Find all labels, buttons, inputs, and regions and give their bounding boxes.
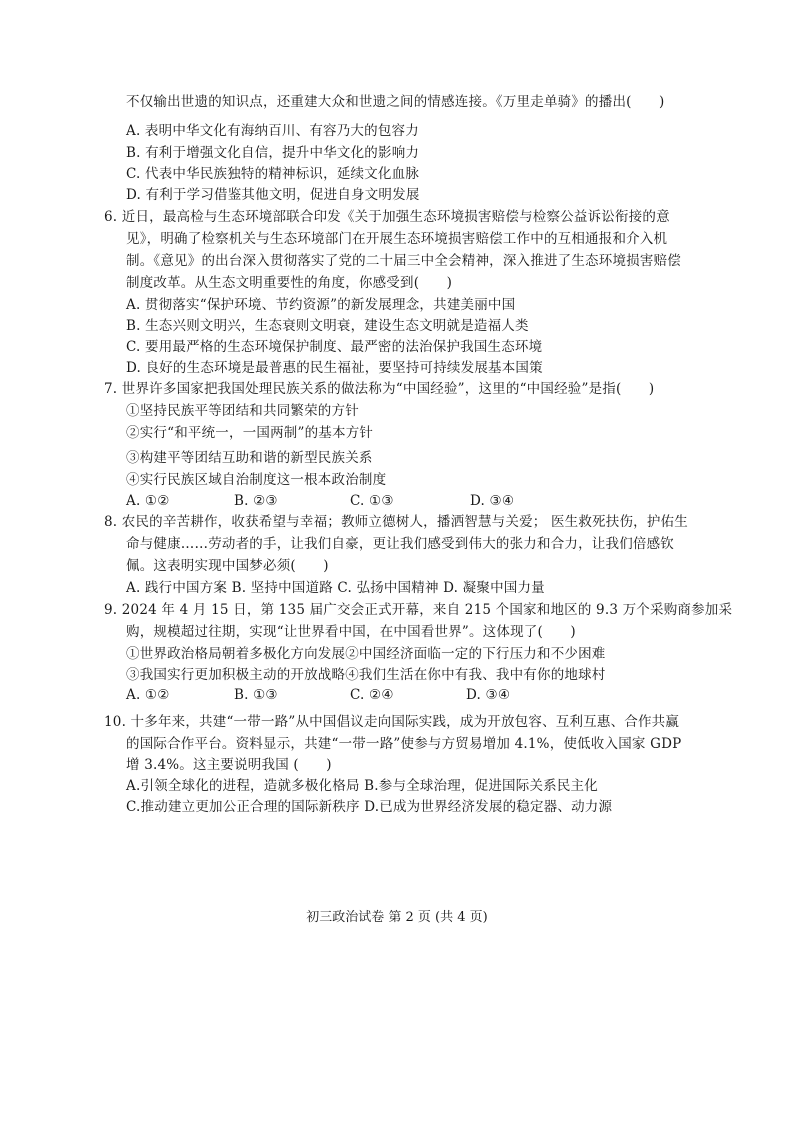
q5-stem-tail: 不仅输出世遗的知识点，还重建大众和世遗之间的情感连接。《万里走单骑》的播出( ) bbox=[126, 94, 665, 110]
q7-stem: 7. 世界许多国家把我国处理民族关系的做法称为“中国经验”，这里的“中国经验”是指( ) bbox=[104, 381, 655, 397]
q6-option-a: A. 贯彻落实“保护环境、节约资源”的新发展理念，共建美丽中国 bbox=[126, 297, 516, 313]
q6-option-c: C. 要用最严格的生态环境保护制度、最严密的法治保护我国生态环境 bbox=[126, 339, 543, 355]
q10-options-c-d: C.推动建立更加公正合理的国际新秩序 D.已成为世界经济发展的稳定器、动力源 bbox=[126, 799, 613, 815]
q5-option-b: B. 有利于增强文化自信，提升中华文化的影响力 bbox=[126, 145, 420, 161]
q9-option-b: B. ①③ bbox=[234, 687, 278, 703]
q7-statement-4: ④实行民族区域自治制度这一根本政治制度 bbox=[126, 472, 387, 488]
q9-stem-line-1: 9. 2024 年 4 月 15 日，第 135 届广交会正式开幕，来自 215 个国家和地区的 9.3 万个采购商参加采 bbox=[104, 602, 733, 618]
q8-stem-line-1: 8. 农民的辛苦耕作，收获希望与幸福；教师立德树人，播洒智慧与关爱； 医生救死扶伤，护佑生 bbox=[104, 514, 688, 530]
page-footer: 初三政治试卷 第 2 页 (共 4 页) bbox=[306, 910, 488, 925]
q7-statement-2: ②实行“和平统一，一国两制”的基本方针 bbox=[126, 425, 374, 441]
q10-stem-line-1: 10. 十多年来，共建“一带一路”从中国倡议走向国际实践，成为开放包容、互利互惠、合作共赢 bbox=[104, 714, 680, 730]
q7-option-a: A. ①② bbox=[126, 493, 170, 509]
q8-stem-line-2: 命与健康……劳动者的手，让我们自豪，更让我们感受到伟大的张力和合力，让我们倍感钦 bbox=[126, 536, 674, 552]
q8-stem-line-3: 佩。这表明实现中国梦必须( ) bbox=[126, 558, 329, 574]
q5-option-c: C. 代表中华民族独特的精神标识，延续文化血脉 bbox=[126, 166, 420, 182]
q9-stem-line-2: 购，规模超过往期，实现“让世界看中国，在中国看世界”。这体现了( ) bbox=[126, 624, 576, 640]
q5-option-d: D. 有利于学习借鉴其他文明，促进自身文明发展 bbox=[126, 187, 420, 203]
q7-option-d: D. ③④ bbox=[470, 493, 515, 509]
q7-option-b: B. ②③ bbox=[234, 493, 278, 509]
q9-option-c: C. ②④ bbox=[350, 687, 394, 703]
q7-statement-1: ①坚持民族平等团结和共同繁荣的方针 bbox=[126, 403, 359, 419]
q5-option-a: A. 表明中华文化有海纳百川、有容乃大的包容力 bbox=[126, 123, 419, 139]
q7-option-c: C. ①③ bbox=[350, 493, 394, 509]
q6-option-d: D. 良好的生态环境是最普惠的民生福祉，要坚持可持续发展基本国策 bbox=[126, 360, 543, 376]
q9-statements-3-4: ③我国实行更加积极主动的开放战略④我们生活在你中有我、我中有你的地球村 bbox=[126, 667, 606, 683]
q6-stem-line-3: 制。《意见》的出台深入贯彻落实了党的二十届三中全会精神，深入推进了生态环境损害赔偿 bbox=[126, 253, 681, 269]
q10-options-a-b: A.引领全球化的进程，造就多极化格局 B.参与全球治理，促进国际关系民主化 bbox=[126, 778, 598, 794]
q6-stem-line-4: 制度改革。从生态文明重要性的角度，你感受到( ) bbox=[126, 275, 453, 291]
q8-options: A. 践行中国方案 B. 坚持中国道路 C. 弘扬中国精神 D. 凝聚中国力量 bbox=[126, 580, 545, 596]
q10-stem-line-2: 的国际合作平台。资料显示，共建“一带一路”使参与方贸易增加 4.1%，使低收入国家 GDP bbox=[126, 736, 682, 752]
q9-option-d: D. ③④ bbox=[466, 687, 511, 703]
q6-stem-line-1: 6. 近日，最高检与生态环境部联合印发《关于加强生态环境损害赔偿与检察公益诉讼衔接的意 bbox=[104, 209, 670, 225]
q10-stem-line-3: 增 3.4%。这主要说明我国 ( ) bbox=[126, 757, 332, 773]
q9-option-a: A. ①② bbox=[126, 687, 170, 703]
q6-option-b: B. 生态兴则文明兴，生态衰则文明衰，建设生态文明就是造福人类 bbox=[126, 318, 529, 334]
q6-stem-line-2: 见》，明确了检察机关与生态环境部门在开展生态环境损害赔偿工作中的互相通报和介入机 bbox=[126, 231, 668, 247]
q9-statements-1-2: ①世界政治格局朝着多极化方向发展②中国经济面临一定的下行压力和不少困难 bbox=[126, 646, 606, 662]
q7-statement-3: ③构建平等团结互助和谐的新型民族关系 bbox=[126, 450, 373, 466]
